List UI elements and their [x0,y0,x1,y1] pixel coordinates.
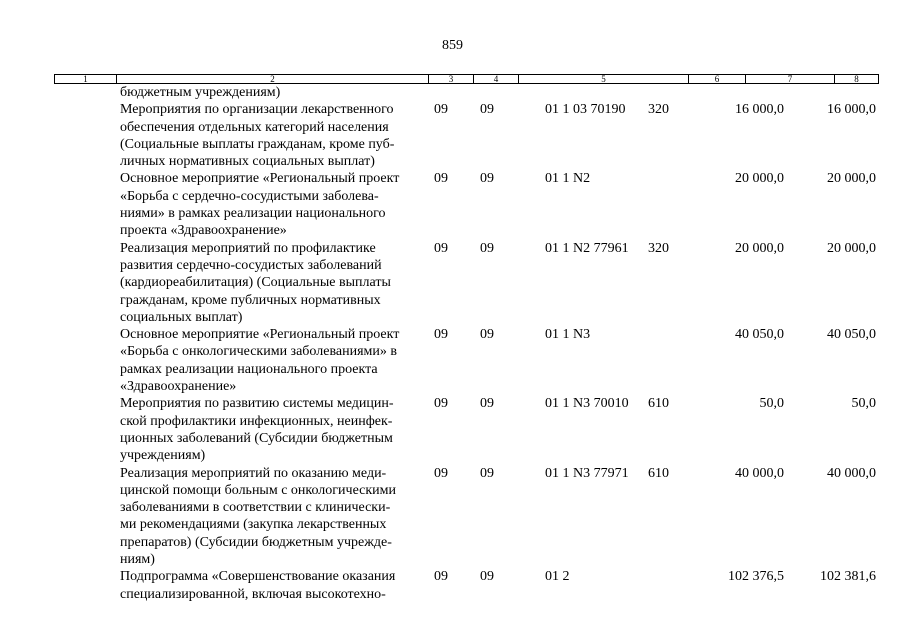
row-subsection-code: 09 [480,327,494,343]
row-description: Основное мероприятие «Региональный проект «Борьба с сердечно-сосудистыми заболева- ниями» в рамках реализации национального проекта «Здравоохранение» [120,171,400,239]
row-target-article: 01 2 [545,569,570,585]
row-expense-type: 320 [648,102,669,118]
row-expense-type: 320 [648,240,669,256]
row-amount-col7: 20 000,0 [735,240,784,256]
row-target-article: 01 1 N2 [545,171,591,187]
row-amount-col8: 50,0 [851,396,876,412]
table-row [0,84,905,101]
row-amount-col7: 50,0 [759,396,784,412]
row-section-code: 09 [434,465,448,481]
row-description: Реализация мероприятий по профилактике развития сердечно-сосудистых заболеваний (кардиореабилитация) (Социальные выплаты гражданам, кроме публичных нормативных социальных выплат) [120,240,391,325]
row-subsection-code: 09 [480,240,494,256]
column-header-3: 3 [429,75,474,83]
row-target-article: 01 1 N3 70010 [545,396,629,412]
row-description: Мероприятия по организации лекарственного обеспечения отдельных категорий населения (Социальные выплаты гражданам, кроме пуб- личных нормативных социальных выплат) [120,102,395,170]
row-target-article: 01 1 03 70190 [545,102,626,118]
row-subsection-code: 09 [480,396,494,412]
row-amount-col8: 20 000,0 [827,171,876,187]
table-row [0,101,905,170]
column-header-2: 2 [117,75,429,83]
row-target-article: 01 1 N3 [545,327,591,343]
row-section-code: 09 [434,102,448,118]
row-subsection-code: 09 [480,465,494,481]
row-amount-col8: 102 381,6 [820,569,876,585]
row-subsection-code: 09 [480,102,494,118]
row-amount-col7: 16 000,0 [735,102,784,118]
table-row [0,240,905,326]
column-header-4: 4 [474,75,519,83]
row-expense-type: 610 [648,465,669,481]
page-number: 859 [442,38,463,53]
row-section-code: 09 [434,396,448,412]
budget-table-body [0,84,905,603]
row-section-code: 09 [434,171,448,187]
row-amount-col7: 40 000,0 [735,465,784,481]
table-header-row [54,74,879,84]
row-expense-type: 610 [648,396,669,412]
table-row [0,170,905,239]
row-subsection-code: 09 [480,569,494,585]
row-target-article: 01 1 N2 77961 [545,240,629,256]
table-row [0,568,905,603]
row-description: Реализация мероприятий по оказанию меди- цинской помощи больным с онкологическими заболеваниями в соответствии с клинически- ми рекомендациями (закупка лекарственных препаратов) (Субсидии бюджетным учрежде- ниям) [120,465,396,568]
row-amount-col7: 102 376,5 [728,569,784,585]
row-description: бюджетным учреждениям) [120,85,281,100]
row-description: Подпрограмма «Совершенствование оказания специализированной, включая высокотехно- [120,569,396,602]
row-section-code: 09 [434,327,448,343]
row-subsection-code: 09 [480,171,494,187]
column-header-7: 7 [746,75,835,83]
table-row [0,326,905,395]
row-amount-col8: 20 000,0 [827,240,876,256]
table-row [0,395,905,464]
row-amount-col7: 20 000,0 [735,171,784,187]
row-amount-col8: 40 000,0 [827,465,876,481]
column-header-6: 6 [689,75,746,83]
row-description: Мероприятия по развитию системы медицин- ской профилактики инфекционных, неинфек- ционных заболеваний (Субсидии бюджетным учреждениям) [120,396,394,464]
row-target-article: 01 1 N3 77971 [545,465,629,481]
table-row [0,465,905,569]
column-header-8: 8 [854,74,859,84]
row-section-code: 09 [434,569,448,585]
row-amount-col7: 40 050,0 [735,327,784,343]
row-section-code: 09 [434,240,448,256]
column-header-5: 5 [519,75,689,83]
row-description: Основное мероприятие «Региональный проект «Борьба с онкологическими заболеваниями» в рамках реализации национального проекта «Здравоохранение» [120,327,400,395]
row-amount-col8: 40 050,0 [827,327,876,343]
row-amount-col8: 16 000,0 [827,102,876,118]
column-header-1: 1 [55,75,117,83]
